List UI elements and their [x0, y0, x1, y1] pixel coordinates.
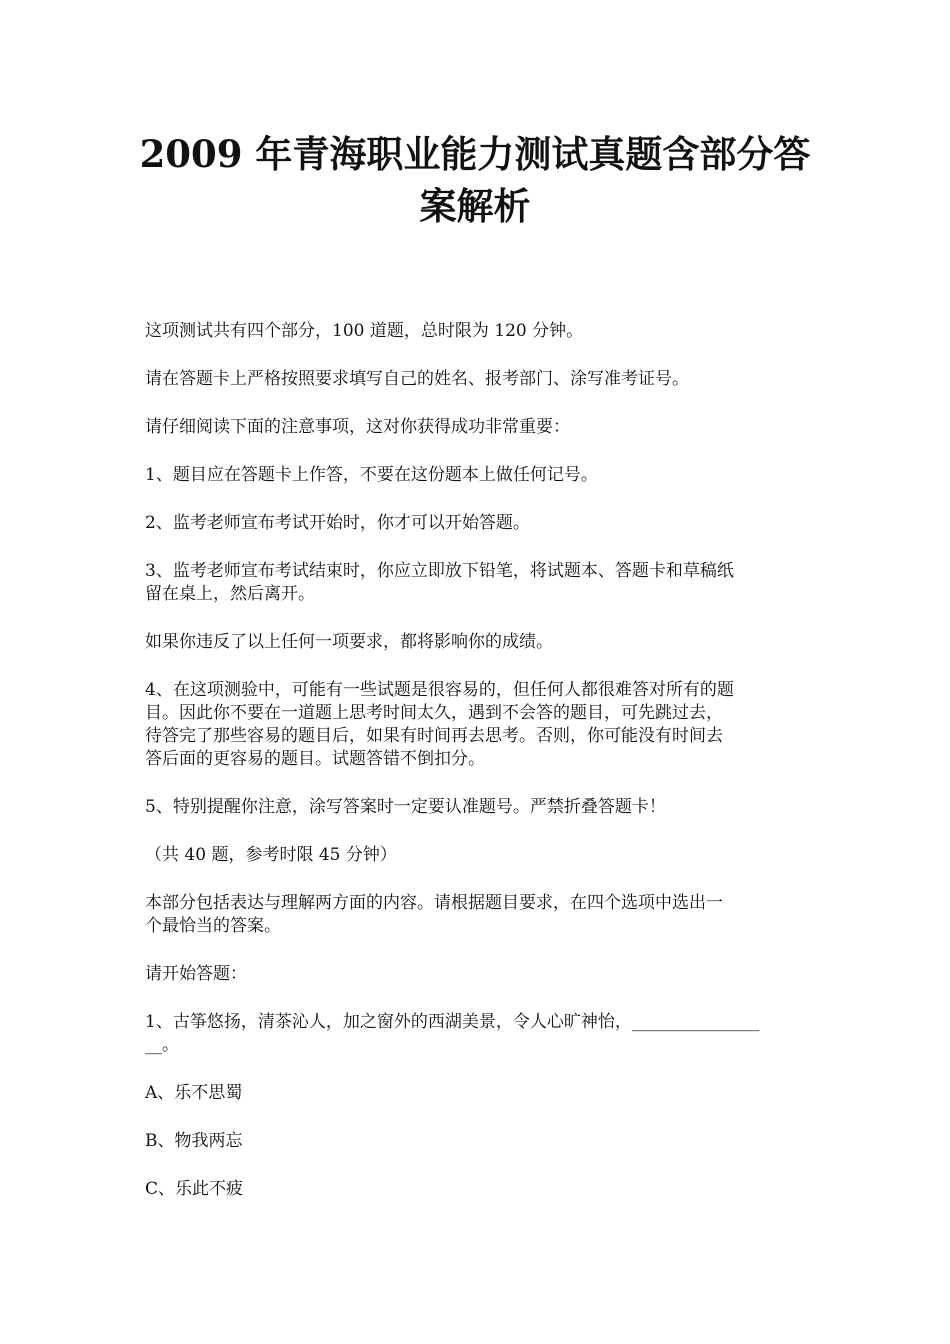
- option-c: C、乐此不疲: [145, 1179, 244, 1199]
- question-1-blank: _______________ __: [145, 1012, 760, 1055]
- paragraph-note-3: 3、监考老师宣布考试结束时，你应立即放下铅笔，将试题本、答题卡和草稿纸 留在桌上，然后离开。: [145, 561, 734, 604]
- title-line-2: 案解析: [419, 184, 531, 228]
- title-line-1: 2009 年青海职业能力测试真题含部分答: [139, 132, 811, 176]
- paragraph-test-overview: 这项测试共有四个部分，100 道题，总时限为 120 分钟。: [145, 321, 584, 341]
- paragraph-violation-warning: 如果你违反了以上任何一项要求，都将影响你的成绩。: [145, 632, 553, 652]
- option-b: B、物我两忘: [145, 1131, 243, 1151]
- question-1: [145, 1011, 825, 1057]
- paragraph-note-4: 4、在这项测验中，可能有一些试题是很容易的，但任何人都很难答对所有的题 目。因此你不要在一道题上思考时间太久，遇到不会答的题目，可先跳过去， 待答完了那些容易的题目后，如果有时间再去思考。否则，你可能没有时间去 答后面的更容易的题目。试题答错不倒扣分。: [145, 680, 734, 769]
- paragraph-start-answering: 请开始答题：: [145, 964, 247, 984]
- paragraph-note-1: 1、题目应在答题卡上作答，不要在这份题本上做任何记号。: [145, 465, 598, 485]
- paragraph-note-5: 5、特别提醒你注意，涂写答案时一定要认准题号。严禁折叠答题卡！: [145, 797, 666, 817]
- paragraph-section-description: 本部分包括表达与理解两方面的内容。请根据题目要求，在四个选项中选出一 个最恰当的答案。: [145, 893, 723, 936]
- paragraph-answer-sheet-instruction: 请在答题卡上严格按照要求填写自己的姓名、报考部门、涂写准考证号。: [145, 369, 689, 389]
- document-body: [145, 320, 825, 1226]
- paragraph-section-info: （共 40 题，参考时限 45 分钟）: [145, 845, 397, 865]
- question-1-stem: 1、古筝悠扬，清茶沁人，加之窗外的西湖美景，令人心旷神怡，: [145, 1012, 632, 1032]
- option-a: A、乐不思蜀: [145, 1083, 243, 1103]
- question-1-end: 。: [162, 1035, 179, 1055]
- paragraph-read-notes: 请仔细阅读下面的注意事项，这对你获得成功非常重要：: [145, 417, 570, 437]
- paragraph-note-2: 2、监考老师宣布考试开始时，你才可以开始答题。: [145, 513, 530, 533]
- document-title: [120, 128, 830, 232]
